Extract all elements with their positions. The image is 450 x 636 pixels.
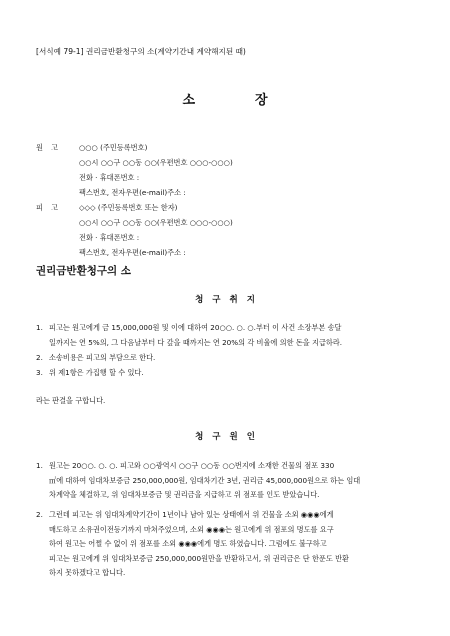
defendant-role: 피고 bbox=[36, 203, 66, 212]
claim-section-heading: 청구취지 bbox=[195, 295, 264, 305]
claim-item-text: 소송비용은 피고의 부담으로 한다. bbox=[49, 353, 156, 362]
defendant-name: ◇◇◇ (주민등록번호 또는 한자) bbox=[79, 203, 178, 212]
claim-closing: 라는 판결을 구합니다. bbox=[36, 396, 106, 405]
claim-item-number: 1. bbox=[36, 323, 43, 332]
claim-item-number: 3. bbox=[36, 368, 43, 377]
claim-item bbox=[36, 321, 416, 350]
plaintiff-address: ○○시 ○○구 ○○동 ○○(우편번호 ○○○-○○○) bbox=[79, 158, 233, 167]
plaintiff-role: 원고 bbox=[36, 143, 66, 152]
cause-item-number: 1. bbox=[36, 461, 43, 470]
cause-item bbox=[36, 459, 416, 503]
claim-item-number: 2. bbox=[36, 353, 43, 362]
defendant-phone: 전화 · 휴대폰번호 : bbox=[79, 233, 140, 242]
claim-item-text: 피고는 원고에게 금 15,000,000원 및 이에 대하여 20○○. ○. ○.부터 이 사건 소장부본 송달 일까지는 연 5%의, 그 다음날부터 다 갚을 때까지는 연 20%의 각 비율에 의한 돈을 지급하라. bbox=[49, 323, 343, 347]
cause-item-text: 그런데 피고는 위 임대차계약기간이 1년이나 남아 있는 상태에서 위 건물을 소외 ◉◉◉에게 매도하고 소유권이전등기까지 마쳐주었으며, 소외 ◉◉◉는 원고에게 위 점포의 명도를 요구 하여 원고는 어쩔 수 없이 위 점포를 소외 ◉◉◉에게 명도 하였습니다. 그럼에도 불구하고 피고는 원고에게 위 임대차보증금 250,000,000원만을 반환하고서, 위 권리금은 단 한푼도 반환 하지 못하겠다고 합니다. bbox=[49, 510, 349, 578]
defendant-fax-email: 팩스번호, 전자우편(e-mail)주소 : bbox=[79, 248, 186, 257]
cause-item-text: 원고는 20○○. ○. ○. 피고와 ○○광역시 ○○구 ○○동 ○○번지에 소재한 건물의 점포 330 ㎡에 대하여 임대차보증금 250,000,000원, 임대차기간 3년, 권리금 45,000,000원으로 하는 임대 차계약을 체결하고, 위 임대차보증금 및 권리금을 지급하고 위 점포를 인도 받았습니다. bbox=[49, 461, 361, 500]
cause-item bbox=[36, 508, 416, 581]
form-label: [서식예 79-1] 권리금반환청구의 소(계약기간내 계약해지된 때) bbox=[36, 47, 246, 56]
claim-item bbox=[36, 351, 416, 366]
defendant-address: ○○시 ○○구 ○○동 ○○(우편번호 ○○○-○○○) bbox=[79, 218, 233, 227]
claim-item-text: 위 제1항은 가집행 할 수 있다. bbox=[49, 368, 144, 377]
cause-section-heading: 청구원인 bbox=[195, 432, 264, 442]
plaintiff-phone: 전화 · 휴대폰번호 : bbox=[79, 173, 140, 182]
claim-item bbox=[36, 366, 416, 381]
document-title: 소장 bbox=[182, 93, 328, 108]
plaintiff-fax-email: 팩스번호, 전자우편(e-mail)주소 : bbox=[79, 188, 186, 197]
cause-item-number: 2. bbox=[36, 510, 43, 519]
case-title: 권리금반환청구의 소 bbox=[36, 265, 131, 277]
plaintiff-name: ○○○ (주민등록번호) bbox=[79, 143, 148, 152]
